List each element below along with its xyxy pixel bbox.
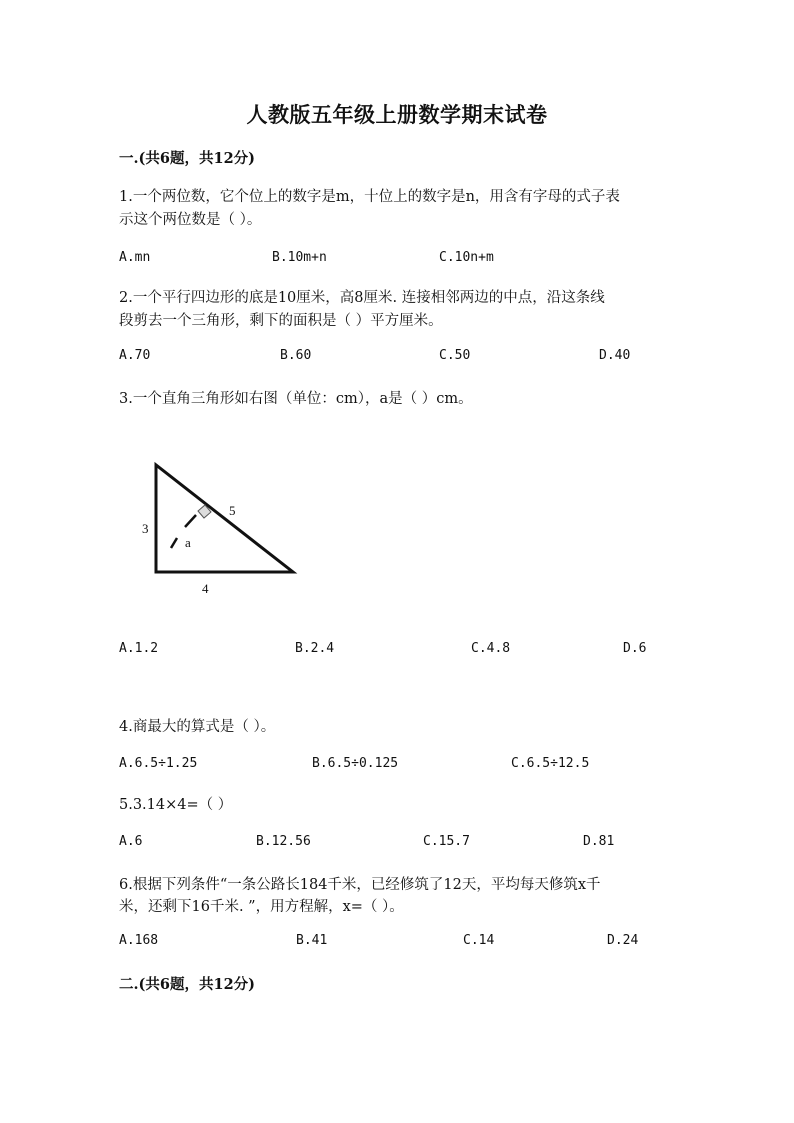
- page-title: 人教版五年级上册数学期末试卷: [246, 102, 548, 127]
- question-3-option-a[interactable]: A.1.2: [119, 641, 159, 656]
- section-heading-1: 一.(共6题，共12分): [119, 150, 256, 167]
- question-4-line-1: 4.商最大的算式是（ ）。: [119, 719, 276, 735]
- question-2-option-a[interactable]: A.70: [119, 348, 151, 363]
- label-hypotenuse-5: 5: [229, 503, 236, 518]
- section-heading-2: 二.(共6题，共12分): [119, 976, 256, 993]
- label-leg-4: 4: [202, 581, 209, 596]
- question-2-option-b[interactable]: B.60: [280, 348, 312, 363]
- question-4-option-b[interactable]: B.6.5÷0.125: [312, 756, 399, 771]
- question-6-option-a[interactable]: A.168: [119, 933, 159, 948]
- label-leg-3: 3: [142, 521, 149, 536]
- question-5-line-1: 5.3.14×4=（ ）: [119, 797, 233, 813]
- question-6-option-b[interactable]: B.41: [296, 933, 328, 948]
- question-2-line-2: 段剪去一个三角形，剩下的面积是（ ）平方厘米。: [119, 313, 443, 329]
- question-3-option-d[interactable]: D.6: [623, 641, 647, 656]
- triangle-outline: [156, 465, 293, 572]
- question-1-option-c[interactable]: C.10n+m: [439, 250, 494, 265]
- question-1-line-2: 示这个两位数是（ ）。: [119, 212, 262, 228]
- question-5-option-c[interactable]: C.15.7: [423, 834, 470, 849]
- question-4-option-a[interactable]: A.6.5÷1.25: [119, 756, 198, 771]
- altitude-dash-2: [185, 515, 196, 527]
- question-5-option-b[interactable]: B.12.56: [256, 834, 311, 849]
- question-2-option-c[interactable]: C.50: [439, 348, 471, 363]
- question-6-line-1: 6.根据下列条件“一条公路长184千米，已经修筑了12天，平均每天修筑x千: [119, 877, 601, 893]
- right-triangle-figure: [130, 455, 310, 605]
- question-6-option-c[interactable]: C.14: [463, 933, 495, 948]
- question-2-line-1: 2.一个平行四边形的底是10厘米，高8厘米. 连接相邻两边的中点，沿这条线: [119, 290, 605, 306]
- question-6-option-d[interactable]: D.24: [607, 933, 639, 948]
- question-1-option-a[interactable]: A.mn: [119, 250, 151, 265]
- question-2-option-d[interactable]: D.40: [599, 348, 631, 363]
- label-altitude-a: a: [185, 535, 191, 550]
- question-3-option-c[interactable]: C.4.8: [471, 641, 511, 656]
- question-5-option-a[interactable]: A.6: [119, 834, 143, 849]
- question-1-option-b[interactable]: B.10m+n: [272, 250, 327, 265]
- question-3-line-1: 3.一个直角三角形如右图（单位：cm），a是（ ）cm。: [119, 391, 473, 407]
- question-4-option-c[interactable]: C.6.5÷12.5: [511, 756, 590, 771]
- question-5-option-d[interactable]: D.81: [583, 834, 615, 849]
- question-6-line-2: 米，还剩下16千米. ”，用方程解，x=（ ）。: [119, 899, 404, 915]
- question-1-line-1: 1.一个两位数，它个位上的数字是m，十位上的数字是n，用含有字母的式子表: [119, 189, 620, 205]
- question-3-option-b[interactable]: B.2.4: [295, 641, 335, 656]
- altitude-dash-1: [171, 538, 177, 548]
